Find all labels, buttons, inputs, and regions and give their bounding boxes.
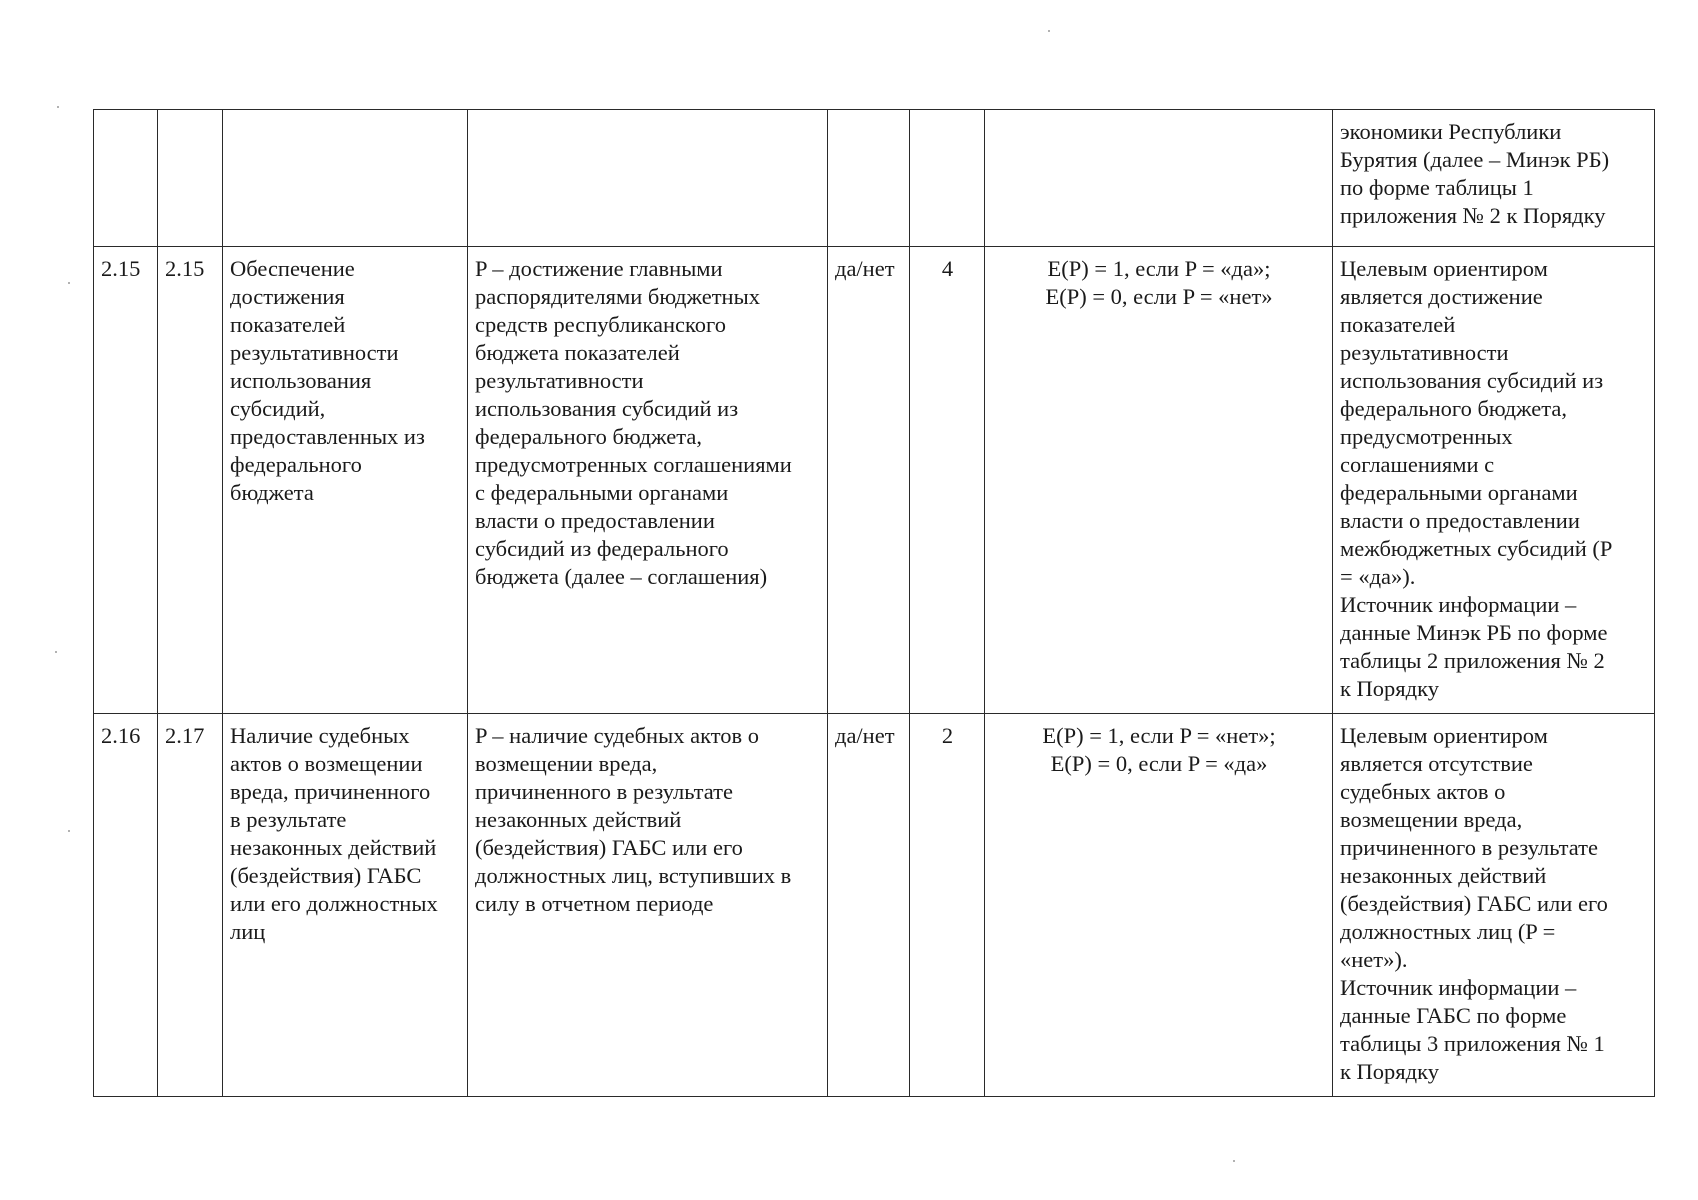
indicators-table — [93, 109, 1655, 1097]
scan-speck — [68, 830, 70, 832]
cell-unit: да/нет — [828, 714, 910, 1097]
cell-indicator: Наличие судебных актов о возмещении вреда, причиненного в результате незаконных действий (бездействия) ГАБС или его должностных лиц — [223, 714, 468, 1097]
table-row — [94, 247, 1655, 714]
cell-formula: E(P) = 1, если P = «да»; E(P) = 0, если P = «нет» — [985, 247, 1333, 714]
cell-number-alt: 2.17 — [158, 714, 223, 1097]
table-row-continuation — [94, 110, 1655, 247]
cell-weight: 4 — [910, 247, 985, 714]
cell-empty — [910, 110, 985, 247]
cell-empty — [468, 110, 828, 247]
cell-empty — [94, 110, 158, 247]
cell-description: P – наличие судебных актов о возмещении вреда, причиненного в результате незаконных действий (бездействия) ГАБС или его должностных лиц, вступивших в силу в отчетном периоде — [468, 714, 828, 1097]
cell-empty — [223, 110, 468, 247]
cell-target: Целевым ориентиром является достижение показателей результативности использования субсидий из федерального бюджета, предусмотренных соглашениями с федеральными органами власти о предоставлении межбюджетных субсидий (P = «да»). Источник информации – данные Минэк РБ по форме таблицы 2 приложения № 2 к Порядку — [1333, 247, 1655, 714]
cell-indicator: Обеспечение достижения показателей результативности использования субсидий, предоставленных из федерального бюджета — [223, 247, 468, 714]
scan-speck — [1048, 30, 1050, 32]
cell-formula: E(P) = 1, если P = «нет»; E(P) = 0, если P = «да» — [985, 714, 1333, 1097]
cell-number-alt: 2.15 — [158, 247, 223, 714]
scan-speck — [55, 651, 57, 653]
cell-empty — [828, 110, 910, 247]
cell-empty — [985, 110, 1333, 247]
scan-speck — [57, 106, 59, 108]
cell-unit: да/нет — [828, 247, 910, 714]
cell-weight: 2 — [910, 714, 985, 1097]
scan-speck — [1233, 1160, 1235, 1162]
cell-number: 2.15 — [94, 247, 158, 714]
cell-description: P – достижение главными распорядителями бюджетных средств республиканского бюджета показателей результативности использования субсидий из федерального бюджета, предусмотренных соглашениями с федеральными органами власти о предоставлении субсидий из федерального бюджета (далее – соглашения) — [468, 247, 828, 714]
cell-target: Целевым ориентиром является отсутствие судебных актов о возмещении вреда, причиненного в результате незаконных действий (бездействия) ГАБС или его должностных лиц (P = «нет»). Источник информации – данные ГАБС по форме таблицы 3 приложения № 1 к Порядку — [1333, 714, 1655, 1097]
table-row — [94, 714, 1655, 1097]
scan-speck — [68, 282, 70, 284]
cell-empty — [158, 110, 223, 247]
cell-number: 2.16 — [94, 714, 158, 1097]
cell-target: экономики Республики Бурятия (далее – Минэк РБ) по форме таблицы 1 приложения № 2 к Порядку — [1333, 110, 1655, 247]
